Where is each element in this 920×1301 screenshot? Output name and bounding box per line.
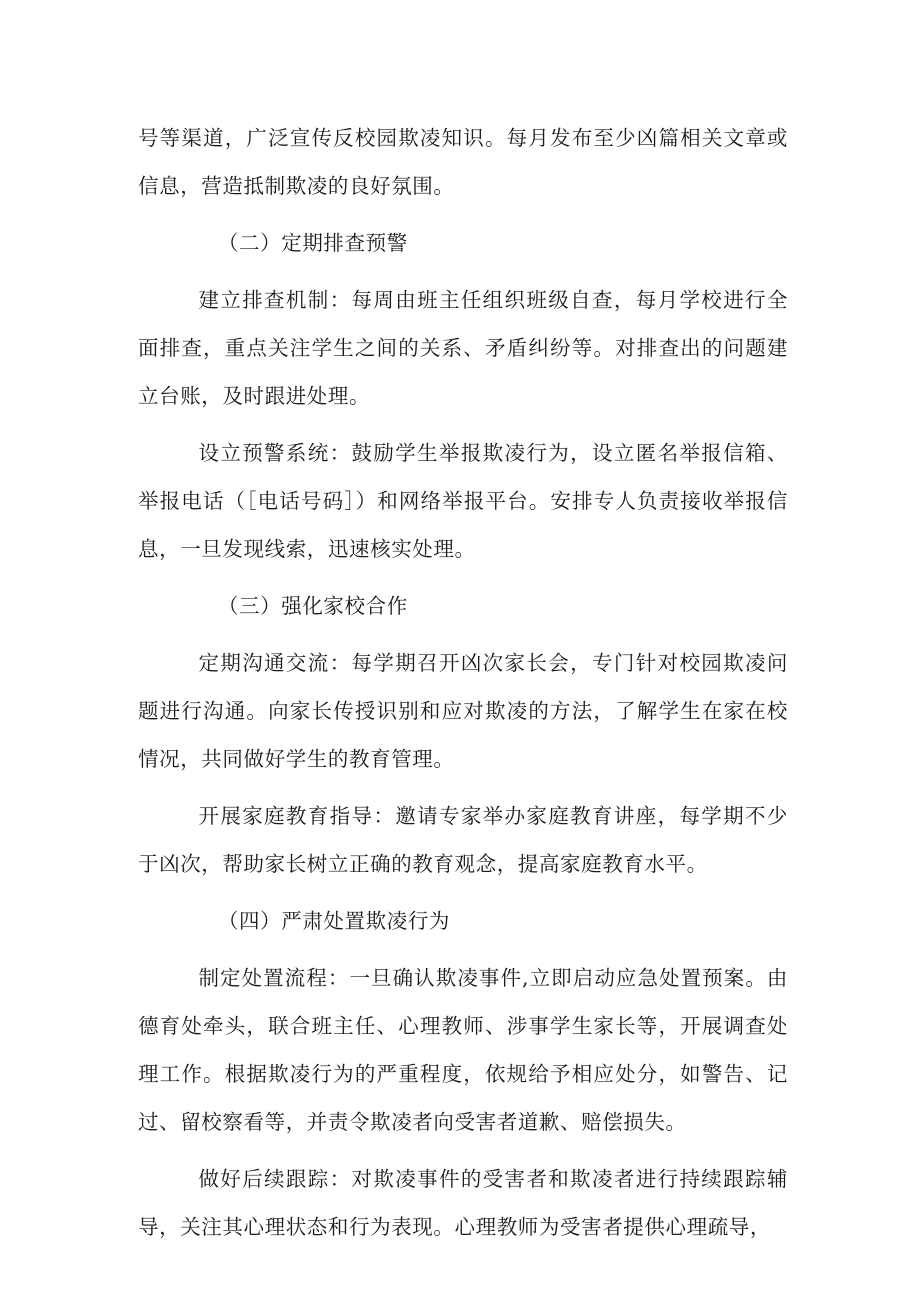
paragraph-regular-communication: 定期沟通交流：每学期召开凶次家长会，专门针对校园欺凌问题进行沟通。向家长传授识别和应对欺凌的方法，了解学生在家在校情况，共同做好学生的教育管理。 xyxy=(138,651,788,771)
section-heading-2: （二）定期排查预警 xyxy=(217,231,408,255)
paragraph-warning-system: 设立预警系统：鼓励学生举报欺凌行为，设立匿名举报信箱、举报电话（［电话号码］）和网络举报平台。安排专人负责接收举报信息，一旦发现线索，迅速核实处理。 xyxy=(138,441,788,561)
paragraph-screening-mechanism: 建立排查机制：每周由班主任组织班级自查，每月学校进行全面排查，重点关注学生之间的关系、矛盾纠纷等。对排查出的问题建立台账，及时跟进处理。 xyxy=(138,288,788,408)
document-body xyxy=(138,114,788,1260)
section-heading-3: （三）强化家校合作 xyxy=(217,594,408,618)
paragraph-follow-up: 做好后续跟踪：对欺凌事件的受害者和欺凌者进行持续跟踪辅导，关注其心理状态和行为表现。心理教师为受害者提供心理疏导， xyxy=(138,1167,788,1239)
paragraph-family-education: 开展家庭教育指导：邀请专家举办家庭教育讲座，每学期不少于凶次，帮助家长树立正确的教育观念，提高家庭教育水平。 xyxy=(138,804,788,876)
paragraph-continued: 号等渠道，广泛宣传反校园欺凌知识。每月发布至少凶篇相关文章或信息，营造抵制欺凌的良好氛围。 xyxy=(138,126,788,198)
paragraph-handling-process: 制定处置流程：一旦确认欺凌事件,立即启动应急处置预案。由德育处牵头，联合班主任、心理教师、涉事学生家长等，开展调查处理工作。根据欺凌行为的严重程度，依规给予相应处分，如警告、记过、留校察看等，并责令欺凌者向受害者道歉、赔偿损失。 xyxy=(138,966,788,1134)
section-heading-4: （四）严肃处置欺凌行为 xyxy=(217,909,451,933)
